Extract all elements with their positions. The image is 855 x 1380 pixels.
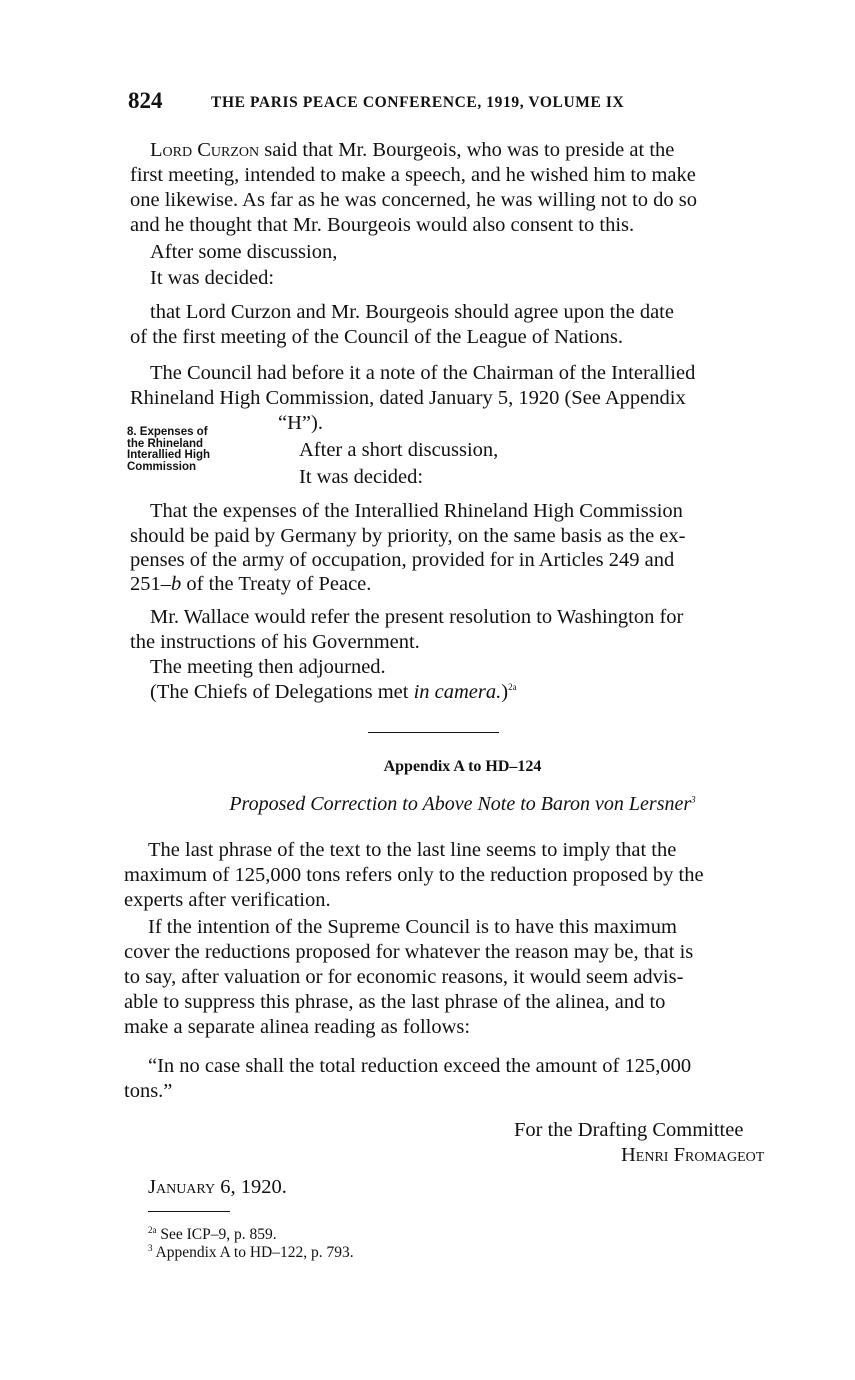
para-council-line-3: “H”). [278,412,323,434]
document-date: January 6, 1920. [148,1176,287,1198]
para-wallace-line-2: the instructions of his Government. [130,631,420,653]
camera-note: (The Chiefs of Delegations met in camera.)$^{2a}$ [150,681,517,703]
para-intention-line-4: able to suppress this phrase, as the last phrase of the alinea, and to [124,991,666,1013]
decision-1-line-1: that Lord Curzon and Mr. Bourgeois should agree upon the date [150,301,674,323]
para-curzon-line-3: one likewise. As far as he was concerned, he was willing not to do so [130,189,698,211]
signature-committee: For the Drafting Committee [514,1119,744,1141]
signature-name: Henri Fromageot [621,1144,765,1166]
footnote: $^{2a}$ See ICP–9, p. 859. [148,1224,277,1243]
decided-1: It was decided: [150,267,275,289]
running-title: THE PARIS PEACE CONFERENCE, 1919, VOLUME IX [211,94,625,111]
decision-2-line-2: should be paid by Germany by priority, on the same basis as the ex- [130,525,686,547]
adjourned: The meeting then adjourned. [150,656,386,678]
para-intention-line-2: cover the reductions proposed for whatever the reason may be, that is [124,941,694,963]
decision-1-line-2: of the first meeting of the Council of the League of Nations. [130,326,624,348]
footnote-mark: 3 [691,794,696,805]
decision-2-line-4: 251–b of the Treaty of Peace. [130,573,372,595]
quote-line-2: tons.” [124,1080,173,1102]
para-council-line-2: Rhineland High Commission, dated January 5, 1920 (See Appendix [130,387,686,409]
decision-2-line-3: penses of the army of occupation, provided for in Articles 249 and [130,549,675,571]
footnote-mark: 3 [148,1242,153,1253]
para-phrase-line-1: The last phrase of the text to the last line seems to imply that the [148,839,677,861]
decision-2-line-1: That the expenses of the Interallied Rhineland High Commission [150,500,683,522]
para-curzon-line-4: and he thought that Mr. Bourgeois would also consent to this. [130,214,635,236]
para-intention-line-5: make a separate alinea reading as follows: [124,1016,471,1038]
para-council-line-1: The Council had before it a note of the Chairman of the Interallied [150,362,696,384]
quote-line-1: “In no case shall the total reduction exceed the amount of 125,000 [148,1055,692,1077]
decided-2: It was decided: [299,466,424,488]
para-curzon-line-1: Lord Curzon said that Mr. Bourgeois, who was to preside at the [150,139,675,161]
para-phrase-line-3: experts after verification. [124,889,331,911]
footnote-mark: 2a [508,682,517,693]
para-intention-line-3: to say, after valuation or for economic reasons, it would seem advis- [124,966,684,988]
speaker-name: Lord Curzon [150,139,260,161]
margin-sidenote: 8. Expenses of the Rhineland Interallied High Commission [127,426,211,473]
para-wallace-line-1: Mr. Wallace would refer the present resolution to Washington for [150,606,684,628]
para-intention-line-1: If the intention of the Supreme Council is to have this maximum [148,916,677,938]
discussion-2: After a short discussion, [299,439,499,461]
footnote-divider [148,1211,230,1212]
discussion-1: After some discussion, [150,241,338,263]
footnote-mark: 2a [148,1224,157,1235]
appendix-subheading: Proposed Correction to Above Note to Baron von Lersner$^3$ [229,793,696,815]
page-number: 824 [128,88,163,113]
footnote: $^3$ Appendix A to HD–122, p. 793. [148,1242,354,1261]
section-divider [368,732,499,733]
para-curzon-line-2: first meeting, intended to make a speech, and he wished him to make [130,164,696,186]
appendix-heading: Appendix A to HD–124 [383,758,542,775]
para-phrase-line-2: maximum of 125,000 tons refers only to the reduction proposed by the [124,864,704,886]
